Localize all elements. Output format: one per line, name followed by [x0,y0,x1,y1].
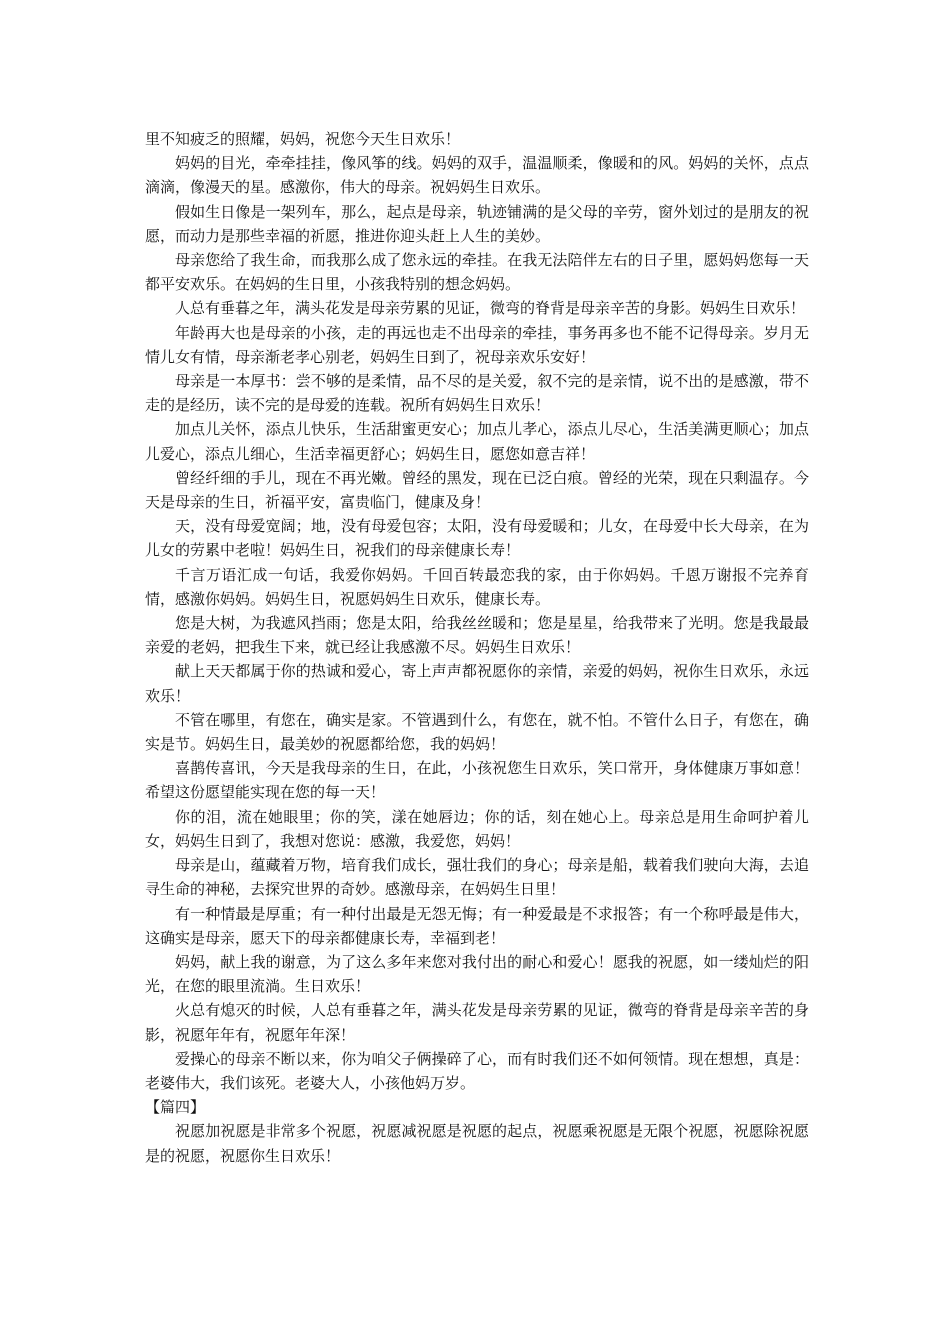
paragraph: 年龄再大也是母亲的小孩，走的再远也走不出母亲的牵挂，事务再多也不能不记得母亲。岁月无情儿女有情，母亲渐老孝心别老，妈妈生日到了，祝母亲欢乐安好！ [145,323,809,366]
paragraph: 曾经纤细的手儿，现在不再光嫩。曾经的黑发，现在已泛白痕。曾经的光荣，现在只剩温存。今天是母亲的生日，祈福平安，富贵临门，健康及身！ [145,468,809,512]
paragraph: 天，没有母爱宽阔；地，没有母爱包容；太阳，没有母爱暖和；儿女，在母爱中长大母亲，在为儿女的劳累中老啦！妈妈生日，祝我们的母亲健康长寿！ [145,517,809,560]
paragraph: 妈妈，献上我的谢意，为了这么多年来您对我付出的耐心和爱心！愿我的祝愿，如一缕灿烂的阳光，在您的眼里流淌。生日欢乐！ [145,952,809,996]
section-heading: 【篇四】 [145,1098,206,1117]
document-page [145,127,809,1168]
paragraph: 您是大树，为我遮风挡雨；您是太阳，给我丝丝暖和；您是星星，给我带来了光明。您是我最最亲爱的老妈，把我生下来，就已经让我感激不尽。妈妈生日欢乐！ [145,614,809,657]
paragraph: 妈妈的目光，牵牵挂挂，像风筝的线。妈妈的双手，温温顺柔，像暖和的风。妈妈的关怀，点点滴滴，像漫天的星。感激你，伟大的母亲。祝妈妈生日欢乐。 [145,154,809,197]
paragraph: 母亲是一本厚书：尝不够的是柔情，品不尽的是关爱，叙不完的是亲情，说不出的是感激，带不走的是经历，读不完的是母爱的连载。祝所有妈妈生日欢乐！ [145,372,809,415]
paragraph: 假如生日像是一架列车，那么，起点是母亲，轨迹铺满的是父母的辛劳，窗外划过的是朋友的祝愿，而动力是那些幸福的祈愿，推进你迎头赶上人生的美妙。 [145,202,809,245]
paragraph: 不管在哪里，有您在，确实是家。不管遇到什么，有您在，就不怕。不管什么日子，有您在，确实是节。妈妈生日，最美妙的祝愿都给您，我的妈妈！ [145,710,809,754]
paragraph: 母亲是山，蕴藏着万物，培育我们成长，强壮我们的身心；母亲是船，载着我们驶向大海，去追寻生命的神秘，去探究世界的奇妙。感激母亲，在妈妈生日里！ [145,856,809,899]
paragraph: 有一种情最是厚重；有一种付出最是无怨无悔；有一种爱最是不求报答；有一个称呼最是伟大，这确实是母亲，愿天下的母亲都健康长寿，幸福到老！ [145,904,809,947]
paragraph: 母亲您给了我生命，而我那么成了您永远的牵挂。在我无法陪伴左右的日子里，愿妈妈您每一天都平安欢乐。在妈妈的生日里，小孩我特别的想念妈妈。 [145,251,809,294]
paragraph: 爱操心的母亲不断以来，你为咱父子俩操碎了心，而有时我们还不如何领情。现在想想，真是：老婆伟大，我们该死。老婆大人，小孩他妈万岁。 [145,1049,809,1092]
paragraph: 祝愿加祝愿是非常多个祝愿，祝愿减祝愿是祝愿的起点，祝愿乘祝愿是无限个祝愿，祝愿除祝愿是的祝愿，祝愿你生日欢乐！ [145,1122,809,1165]
paragraph: 献上天天都属于你的热诚和爱心，寄上声声都祝愿你的亲情，亲爱的妈妈，祝你生日欢乐，永远欢乐！ [145,662,809,705]
paragraph: 喜鹊传喜讯，今天是我母亲的生日，在此，小孩祝您生日欢乐，笑口常开，身体健康万事如意！希望这份愿望能实现在您的每一天！ [145,759,809,802]
paragraph: 你的泪，流在她眼里；你的笑，漾在她唇边；你的话，刻在她心上。母亲总是用生命呵护着儿女，妈妈生日到了，我想对您说：感激，我爱您，妈妈！ [145,807,809,850]
paragraph: 人总有垂暮之年，满头花发是母亲劳累的见证，微弯的脊背是母亲辛苦的身影。妈妈生日欢乐！ [175,299,806,318]
paragraph: 火总有熄灭的时候，人总有垂暮之年，满头花发是母亲劳累的见证，微弯的脊背是母亲辛苦的身影，祝愿年年有，祝愿年年深！ [145,1001,809,1044]
paragraph: 加点儿关怀，添点儿快乐，生活甜蜜更安心；加点儿孝心，添点儿尽心，生活美满更顺心；加点儿爱心，添点儿细心，生活幸福更舒心；妈妈生日，愿您如意吉祥！ [145,420,809,463]
paragraph: 千言万语汇成一句话，我爱你妈妈。千回百转最恋我的家，由于你妈妈。千恩万谢报不完养育情，感激你妈妈。妈妈生日，祝愿妈妈生日欢乐，健康长寿。 [145,565,809,608]
paragraph-continuation: 里不知疲乏的照耀，妈妈，祝您今天生日欢乐！ [145,130,461,148]
